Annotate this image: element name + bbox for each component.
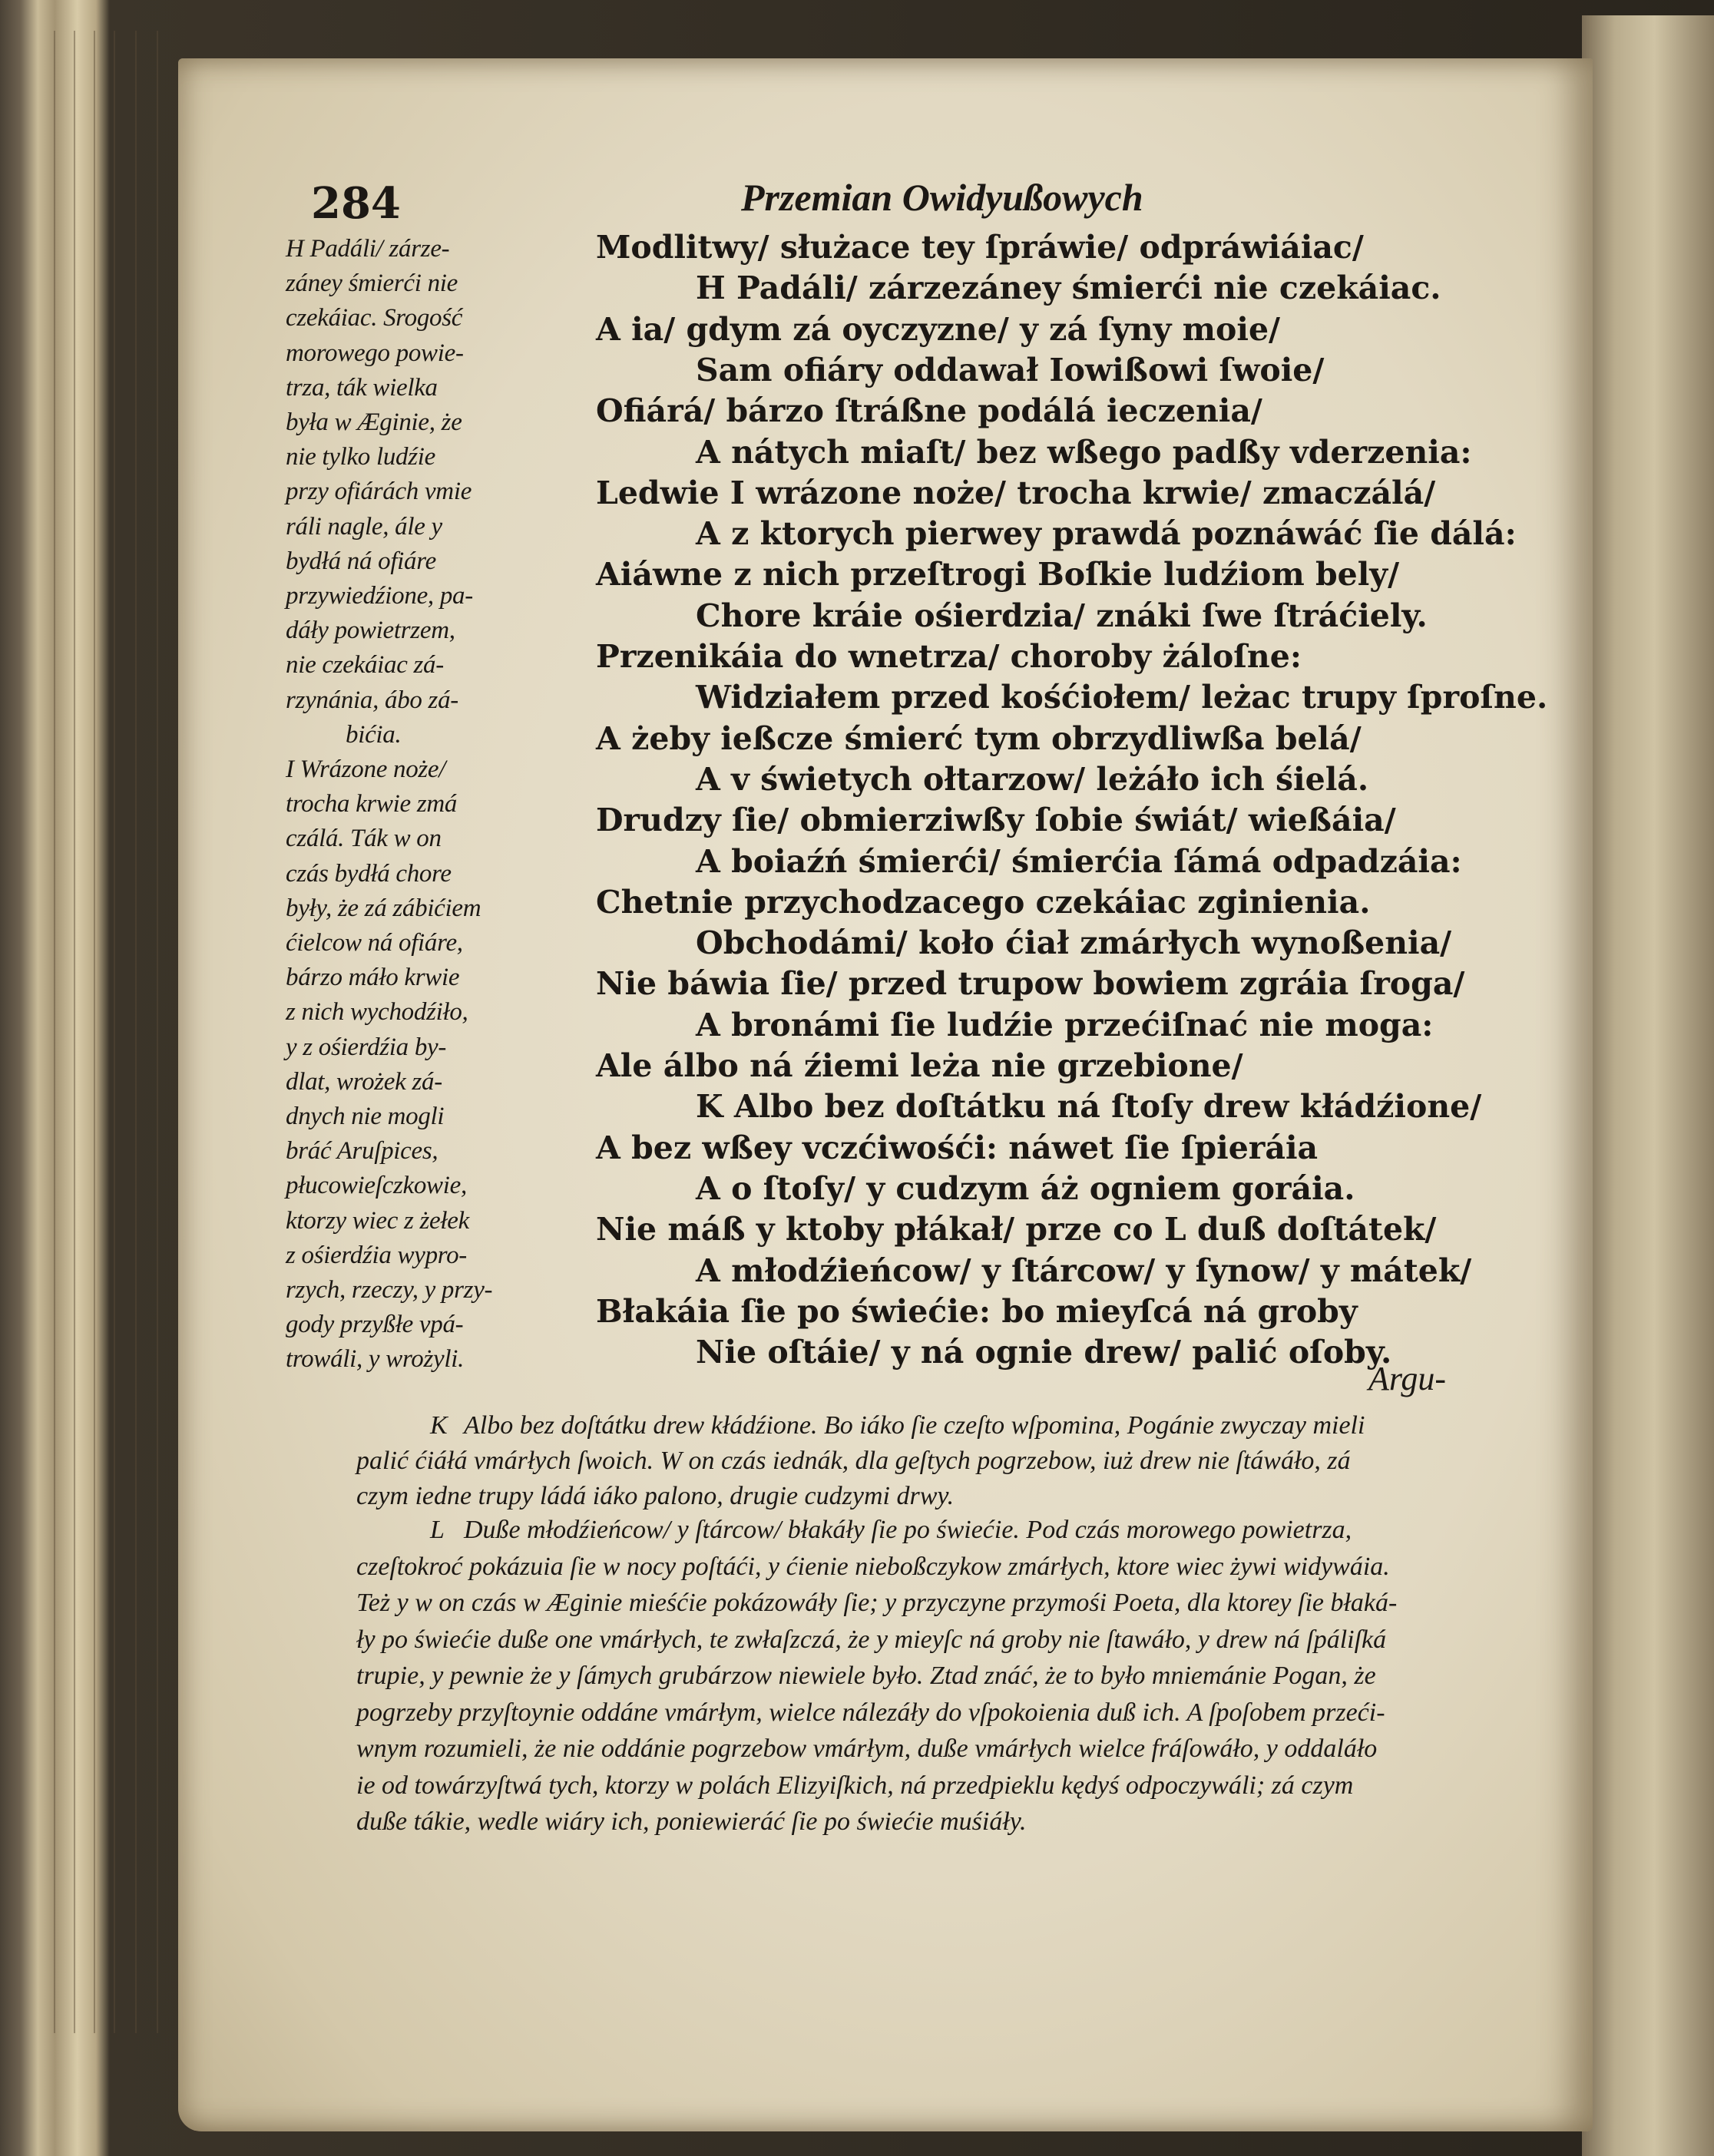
page-edge bbox=[157, 31, 158, 2033]
verse-line: Nie oſtáie/ y ná ognie drew/ palić oſoby. bbox=[696, 1334, 1392, 1371]
margin-note-line: bárzo máło krwie bbox=[286, 964, 460, 992]
verse-line: Nie báwia ſie/ przed trupow bowiem zgráia ſroga/ bbox=[596, 965, 1465, 1003]
verse-line: Widziałem przed kośćiołem/ leżac trupy ſproſne. bbox=[696, 679, 1548, 716]
footnote-line: trupie, y pewnie że y ſámych grubárzow niewiele było. Ztad znáć, że to było mniemánie Pogan, że bbox=[356, 1662, 1376, 1690]
margin-note-line: czás bydłá chore bbox=[286, 859, 452, 888]
page-edge bbox=[114, 31, 115, 2033]
margin-note-line: czekáiac. Srogość bbox=[286, 304, 463, 332]
margin-note-line: bićia. bbox=[346, 720, 402, 749]
margin-note-line: nie czekáiac zá- bbox=[286, 651, 444, 680]
margin-note-line: rzynánia, ábo zá- bbox=[286, 686, 458, 714]
footnote-marker: K bbox=[430, 1411, 448, 1440]
footnote-line: Też y w on czás w Æginie mieśćie pokázowáły ſie; y przyczyne przymośi Poeta, dla ktorey ſie błaká- bbox=[356, 1589, 1398, 1617]
footnote-line: czeſtokroć pokázuia ſie w nocy poſtáći, y ćienie nieboßczykow zmárłych, ktore wiec żywi widywáia. bbox=[356, 1552, 1390, 1581]
verse-line: A boiaźń śmierći/ śmierćia ſámá odpadzáia: bbox=[696, 842, 1462, 880]
verse-line: Chore kráie ośierdzia/ znáki ſwe ſtráćiely. bbox=[696, 597, 1428, 634]
verse-line: A ia/ gdym zá oyczyzne/ y zá ſyny moie/ bbox=[596, 310, 1281, 348]
margin-note-line: bydłá ná ofiáre bbox=[286, 547, 436, 575]
margin-note-line: bráć Aruſpices, bbox=[286, 1137, 438, 1166]
margin-note-line: nie tylko ludźie bbox=[286, 443, 435, 471]
margin-note-line: rzych, rzeczy, y przy- bbox=[286, 1276, 493, 1304]
page-edge bbox=[135, 31, 137, 2033]
verse-line: Ofiárá/ bárzo ſtráßne podálá ieczenia/ bbox=[596, 392, 1262, 430]
margin-note-line: ktorzy wiec z żełek bbox=[286, 1206, 469, 1235]
page-edge bbox=[74, 31, 75, 2033]
margin-note-line: były, że zá zábićiem bbox=[286, 894, 481, 922]
footnote-line: Albo bez doſtátku drew kłádźione. Bo iáko ſie czeſto wſpomina, Pogánie zwyczay mieli bbox=[464, 1411, 1365, 1440]
footnote-line: Duße młodźieńcow/ y ſtárcow/ błakáły ſie po świećie. Pod czás morowego powietrza, bbox=[464, 1516, 1352, 1544]
page-edge bbox=[54, 31, 55, 2033]
verse-line: Nie máß y ktoby płákał/ prze co L duß doſtátek/ bbox=[596, 1211, 1437, 1248]
verse-line: Drudzy ſie/ obmierziwßy ſobie świát/ wießáia/ bbox=[596, 802, 1396, 839]
verse-line: K Albo bez doſtátku ná ſtoſy drew kłádźione/ bbox=[696, 1088, 1482, 1126]
page-number: 284 bbox=[311, 178, 401, 229]
verse-line: A nátych miaſt/ bez wßego padßy vderzenia: bbox=[696, 433, 1472, 471]
margin-note-line: H Padáli/ zárze- bbox=[286, 235, 450, 263]
running-header: Przemian Owidyußowych bbox=[741, 176, 1143, 219]
verse-line: H Padáli/ zárzezáney śmierći nie czekáiac. bbox=[696, 270, 1441, 307]
verse-line: Chetnie przychodzacego czekáiac zginienia. bbox=[596, 883, 1371, 921]
margin-note-line: trza, ták wielka bbox=[286, 373, 438, 402]
margin-note-line: ćielcow ná ofiáre, bbox=[286, 929, 463, 957]
footnote-line: wnym rozumieli, że nie oddánie pogrzebow vmárłym, duße vmárłych wielce fráſowáło, y oddaláło bbox=[356, 1734, 1378, 1763]
verse-line: Ale álbo ná źiemi leża nie grzebione/ bbox=[596, 1047, 1243, 1084]
footnote-line: ie od towárzyſtwá tych, ktorzy w polách Elizyiſkich, ná przedpieklu kędyś odpoczywáli; zá czym bbox=[356, 1771, 1354, 1800]
verse-line: Aiáwne z nich przeſtrogi Boſkie ludźiom bely/ bbox=[596, 556, 1400, 594]
margin-note-line: y z ośierdźia by- bbox=[286, 1033, 447, 1061]
footnote-line: duße tákie, wedle wiáry ich, poniewieráć ſie po świećie muśiáły. bbox=[356, 1807, 1027, 1836]
verse-line: A bronámi ſie ludźie przećiſnać nie moga: bbox=[696, 1006, 1434, 1043]
verse-line: Sam ofiáry oddawał Iowißowi ſwoie/ bbox=[696, 351, 1325, 389]
margin-note-line: morowego powie- bbox=[286, 339, 464, 367]
verse-line: Przenikáia do wnetrza/ choroby żáloſne: bbox=[596, 638, 1302, 675]
margin-note-line: ráli nagle, ále y bbox=[286, 512, 442, 541]
margin-note-line: trowáli, y wrożyli. bbox=[286, 1345, 465, 1374]
verse-line: A v świetych ołtarzow/ leżáło ich śielá. bbox=[696, 760, 1369, 798]
margin-note-line: przywiedźione, pa- bbox=[286, 582, 473, 610]
verse-line: A o ſtoſy/ y cudzym áż ogniem goráia. bbox=[696, 1169, 1355, 1207]
margin-note-line: płucowieſczkowie, bbox=[286, 1172, 467, 1200]
footnote-line: ły po świećie duße one vmárłych, te zwłaſzczá, że y mieyſc ná groby nie ſtawáło, y drew ná ſpáliſká bbox=[356, 1625, 1387, 1654]
margin-note-line: dáły powietrzem, bbox=[286, 617, 455, 645]
margin-note-line: z ośierdźia wypro- bbox=[286, 1241, 467, 1269]
catchword: Argu- bbox=[1368, 1360, 1447, 1397]
next-page-gutter bbox=[1582, 15, 1714, 2156]
margin-note-line: z nich wychodźiło, bbox=[286, 998, 468, 1027]
margin-note-line: była w Æginie, że bbox=[286, 408, 462, 436]
verse-line: A żeby ießcze śmierć tym obrzydliwßa belá/ bbox=[596, 719, 1362, 757]
verse-line: A bez wßey vczćiwośći: náwet ſie ſpieráia bbox=[596, 1129, 1319, 1166]
verse-line: Ledwie I wrázone noże/ trocha krwie/ zmaczálá/ bbox=[596, 474, 1436, 511]
page-edge bbox=[94, 31, 95, 2033]
verse-line: A młodźieńcow/ y ſtárcow/ y ſynow/ y mátek/ bbox=[696, 1252, 1472, 1289]
footnote-line: pogrzeby przyſtoynie oddáne vmárłym, wielce nálezáły do vſpokoienia duß ich. A ſpoſobem przeći- bbox=[356, 1698, 1385, 1727]
footnote-marker: L bbox=[430, 1516, 445, 1544]
verse-line: Obchodámi/ koło ćiał zmárłych wynoßenia/ bbox=[696, 924, 1452, 962]
margin-note-line: gody przyßłe vpá- bbox=[286, 1311, 464, 1339]
verse-line: A z ktorych pierwey prawdá poznáwáć ſie dálá: bbox=[696, 515, 1517, 553]
margin-note-line: I Wrázone noże/ bbox=[286, 756, 446, 783]
verse-line: Modlitwy/ służace tey ſpráwie/ odpráwiáiac/ bbox=[596, 229, 1364, 266]
footnote-line: palić ćiáłá vmárłych ſwoich. W on czás iednák, dla geſtych pogrzebow, iuż drew nie ſtáwáło, zá bbox=[356, 1447, 1351, 1475]
footnote-line: czym iedne trupy ládá iáko palono, drugie cudzymi drwy. bbox=[356, 1482, 955, 1510]
margin-note-line: dlat, wrożek zá- bbox=[286, 1067, 442, 1096]
margin-note-line: czálá. Ták w on bbox=[286, 825, 442, 853]
verse-line: Błakáia ſie po świećie: bo mieyſcá ná groby bbox=[596, 1292, 1358, 1330]
margin-note-line: trocha krwie zmá bbox=[286, 790, 458, 818]
margin-note-line: przy ofiárách vmie bbox=[286, 478, 472, 506]
margin-note-line: záney śmierći nie bbox=[286, 270, 458, 298]
margin-note-line: dnych nie mogli bbox=[286, 1103, 445, 1130]
